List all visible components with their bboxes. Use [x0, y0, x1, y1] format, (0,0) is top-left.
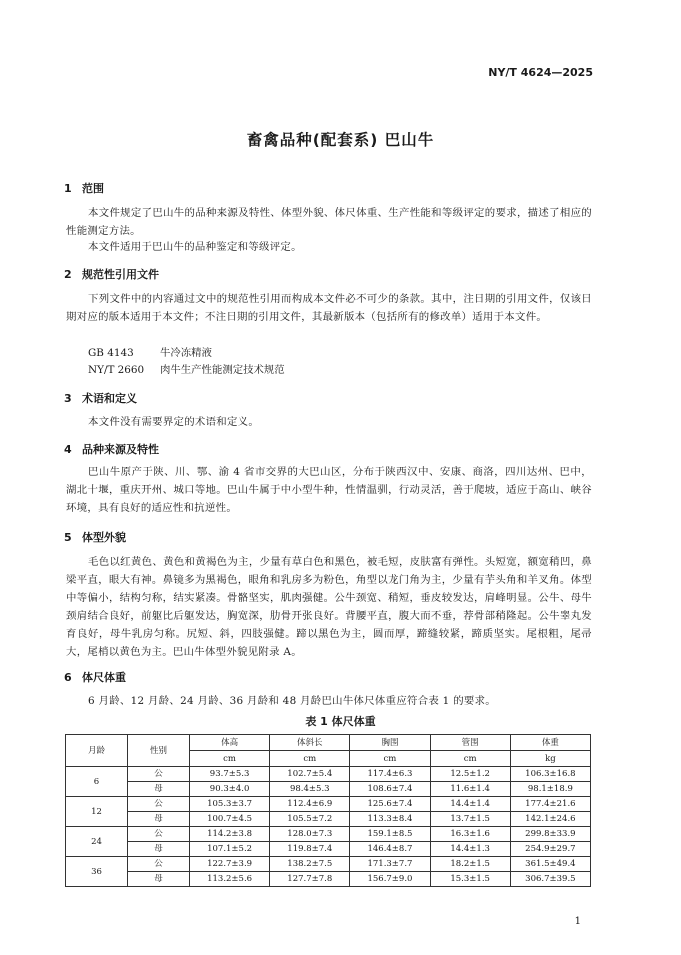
value-cell: 90.3±4.0 — [190, 782, 270, 797]
section-number: 4 — [64, 443, 72, 456]
value-cell: 112.4±6.9 — [270, 797, 350, 812]
value-cell: 107.1±5.2 — [190, 842, 270, 857]
value-cell: 146.4±8.7 — [350, 842, 430, 857]
section-5-para-1: 毛色以红黄色、黄色和黄褐色为主，少量有草白色和黑色，被毛短，皮肤富有弹性。头短宽，额宽稍凹，鼻梁平直，眼大有神。鼻镜多为黑褐色，眼角和乳房多为粉色，角型以龙门角为主，少量有芋头角和羊叉角。体型中等偏小，结构匀称，结实紧凑。骨骼坚实，肌肉强健。公牛颈宽、稍短，垂皮较发达，肩峰明显。公牛、母牛颈肩结合良好，前躯比后躯发达，胸宽深，肋骨开张良好。背腰平直，腹大而不垂，荐骨部稍隆起。公牛睾丸发育良好，母牛乳房匀称。尻短、斜，四肢强健。蹄以黑色为主，圆而厚，蹄缝较紧，蹄质坚实。尾根粗，尾帚大，尾梢以黄色为主。巴山牛体型外貌见附录 A。 — [66, 556, 592, 658]
section-4-para-1: 巴山牛原产于陕、川、鄂、渝 4 省市交界的大巴山区，分布于陕西汉中、安康、商洛，四川达州、巴中，湖北十堰，重庆开州、城口等地。巴山牛属于中小型牛种，性情温驯，行动灵活，善于爬坡，适应于高山、峡谷环境，具有良好的适应性和抗逆性。 — [66, 466, 592, 514]
value-cell: 106.3±16.8 — [510, 767, 590, 782]
section-title: 体尺体重 — [82, 671, 126, 684]
value-cell: 113.2±5.6 — [190, 872, 270, 887]
header-unit: cm — [350, 751, 430, 767]
sex-cell: 母 — [128, 782, 190, 797]
value-cell: 16.3±1.6 — [430, 827, 510, 842]
section-3-para-1: 本文件没有需要界定的术语和定义。 — [88, 416, 260, 428]
document-title: 畜禽品种(配套系) 巴山牛 — [246, 131, 435, 149]
table-row — [66, 782, 591, 797]
header-measure-name: 体高 — [190, 735, 270, 751]
value-cell: 122.7±3.9 — [190, 857, 270, 872]
section-2-para-1: 下列文件中的内容通过文中的规范性引用而构成本文件必不可少的条款。其中，注日期的引用文件，仅该日期对应的版本适用于本文件；不注日期的引用文件，其最新版本（包括所有的修改单）适用于本文件。 — [66, 293, 592, 323]
value-cell: 14.4±1.4 — [430, 797, 510, 812]
value-cell: 105.3±3.7 — [190, 797, 270, 812]
value-cell: 171.3±7.7 — [350, 857, 430, 872]
table-row — [66, 872, 591, 887]
table-caption: 表 1 体尺体重 — [305, 715, 376, 728]
header-sex: 性别 — [128, 735, 190, 767]
page-number: 1 — [574, 916, 581, 927]
section-5-heading — [64, 529, 126, 545]
value-cell: 117.4±6.3 — [350, 767, 430, 782]
section-number: 3 — [64, 392, 72, 405]
reference-title: 牛冷冻精液 — [160, 347, 212, 359]
table-row — [66, 842, 591, 857]
section-title: 规范性引用文件 — [82, 268, 159, 281]
section-number: 2 — [64, 268, 72, 281]
value-cell: 102.7±5.4 — [270, 767, 350, 782]
value-cell: 100.7±4.5 — [190, 812, 270, 827]
header-measure-name: 体斜长 — [270, 735, 350, 751]
sex-cell: 母 — [128, 842, 190, 857]
section-4-heading — [64, 441, 159, 457]
header-unit: kg — [510, 751, 590, 767]
value-cell: 125.6±7.4 — [350, 797, 430, 812]
section-2-heading — [64, 266, 159, 282]
standard-code: NY/T 4624—2025 — [488, 66, 593, 79]
value-cell: 138.2±7.5 — [270, 857, 350, 872]
value-cell: 15.3±1.5 — [430, 872, 510, 887]
value-cell: 12.5±1.2 — [430, 767, 510, 782]
value-cell: 177.4±21.6 — [510, 797, 590, 812]
section-1-heading — [64, 180, 104, 196]
table-row — [66, 827, 591, 842]
age-cell: 12 — [66, 797, 128, 827]
section-1-para-1: 本文件规定了巴山牛的品种来源及特性、体型外貌、体尺体重、生产性能和等级评定的要求，描述了相应的性能测定方法。 — [66, 207, 592, 237]
table-row — [66, 767, 591, 782]
value-cell: 13.7±1.5 — [430, 812, 510, 827]
value-cell: 98.4±5.3 — [270, 782, 350, 797]
section-6-heading — [64, 669, 126, 685]
reference-item — [88, 361, 285, 379]
sex-cell: 母 — [128, 812, 190, 827]
section-number: 5 — [64, 531, 72, 544]
section-number: 6 — [64, 671, 72, 684]
reference-code: NY/T 2660 — [88, 364, 145, 376]
value-cell: 119.8±7.4 — [270, 842, 350, 857]
sex-cell: 公 — [128, 827, 190, 842]
value-cell: 114.2±3.8 — [190, 827, 270, 842]
age-cell: 24 — [66, 827, 128, 857]
sex-cell: 公 — [128, 767, 190, 782]
section-title: 体型外貌 — [82, 531, 126, 544]
value-cell: 156.7±9.0 — [350, 872, 430, 887]
value-cell: 98.1±18.9 — [510, 782, 590, 797]
sex-cell: 公 — [128, 797, 190, 812]
section-3-heading — [64, 390, 137, 406]
value-cell: 105.5±7.2 — [270, 812, 350, 827]
sex-cell: 公 — [128, 857, 190, 872]
value-cell: 127.7±7.8 — [270, 872, 350, 887]
reference-item — [88, 344, 212, 362]
header-unit: cm — [190, 751, 270, 767]
header-age: 月龄 — [66, 735, 128, 767]
value-cell: 159.1±8.5 — [350, 827, 430, 842]
age-cell: 6 — [66, 767, 128, 797]
value-cell: 299.8±33.9 — [510, 827, 590, 842]
value-cell: 306.7±39.5 — [510, 872, 590, 887]
section-title: 范围 — [82, 182, 104, 195]
value-cell: 254.9±29.7 — [510, 842, 590, 857]
table-row — [66, 812, 591, 827]
section-6-para-1: 6 月龄、12 月龄、24 月龄、36 月龄和 48 月龄巴山牛体尺体重应符合表 1 的要求。 — [88, 695, 496, 707]
value-cell: 108.6±7.4 — [350, 782, 430, 797]
header-measure-name: 胸围 — [350, 735, 430, 751]
body-measurement-table — [65, 734, 591, 887]
section-number: 1 — [64, 182, 72, 195]
sex-cell: 母 — [128, 872, 190, 887]
age-cell: 36 — [66, 857, 128, 887]
header-unit: cm — [430, 751, 510, 767]
section-title: 术语和定义 — [82, 392, 137, 405]
header-measure-name: 体重 — [510, 735, 590, 751]
section-1-para-2: 本文件适用于巴山牛的品种鉴定和等级评定。 — [88, 241, 302, 253]
reference-title: 肉牛生产性能测定技术规范 — [160, 364, 285, 376]
value-cell: 11.6±1.4 — [430, 782, 510, 797]
value-cell: 18.2±1.5 — [430, 857, 510, 872]
table-row — [66, 797, 591, 812]
value-cell: 361.5±49.4 — [510, 857, 590, 872]
value-cell: 113.3±8.4 — [350, 812, 430, 827]
reference-code: GB 4143 — [88, 347, 134, 359]
value-cell: 14.4±1.3 — [430, 842, 510, 857]
table-row — [66, 857, 591, 872]
header-measure-name: 管围 — [430, 735, 510, 751]
value-cell: 93.7±5.3 — [190, 767, 270, 782]
value-cell: 128.0±7.3 — [270, 827, 350, 842]
header-unit: cm — [270, 751, 350, 767]
section-title: 品种来源及特性 — [82, 443, 159, 456]
value-cell: 142.1±24.6 — [510, 812, 590, 827]
